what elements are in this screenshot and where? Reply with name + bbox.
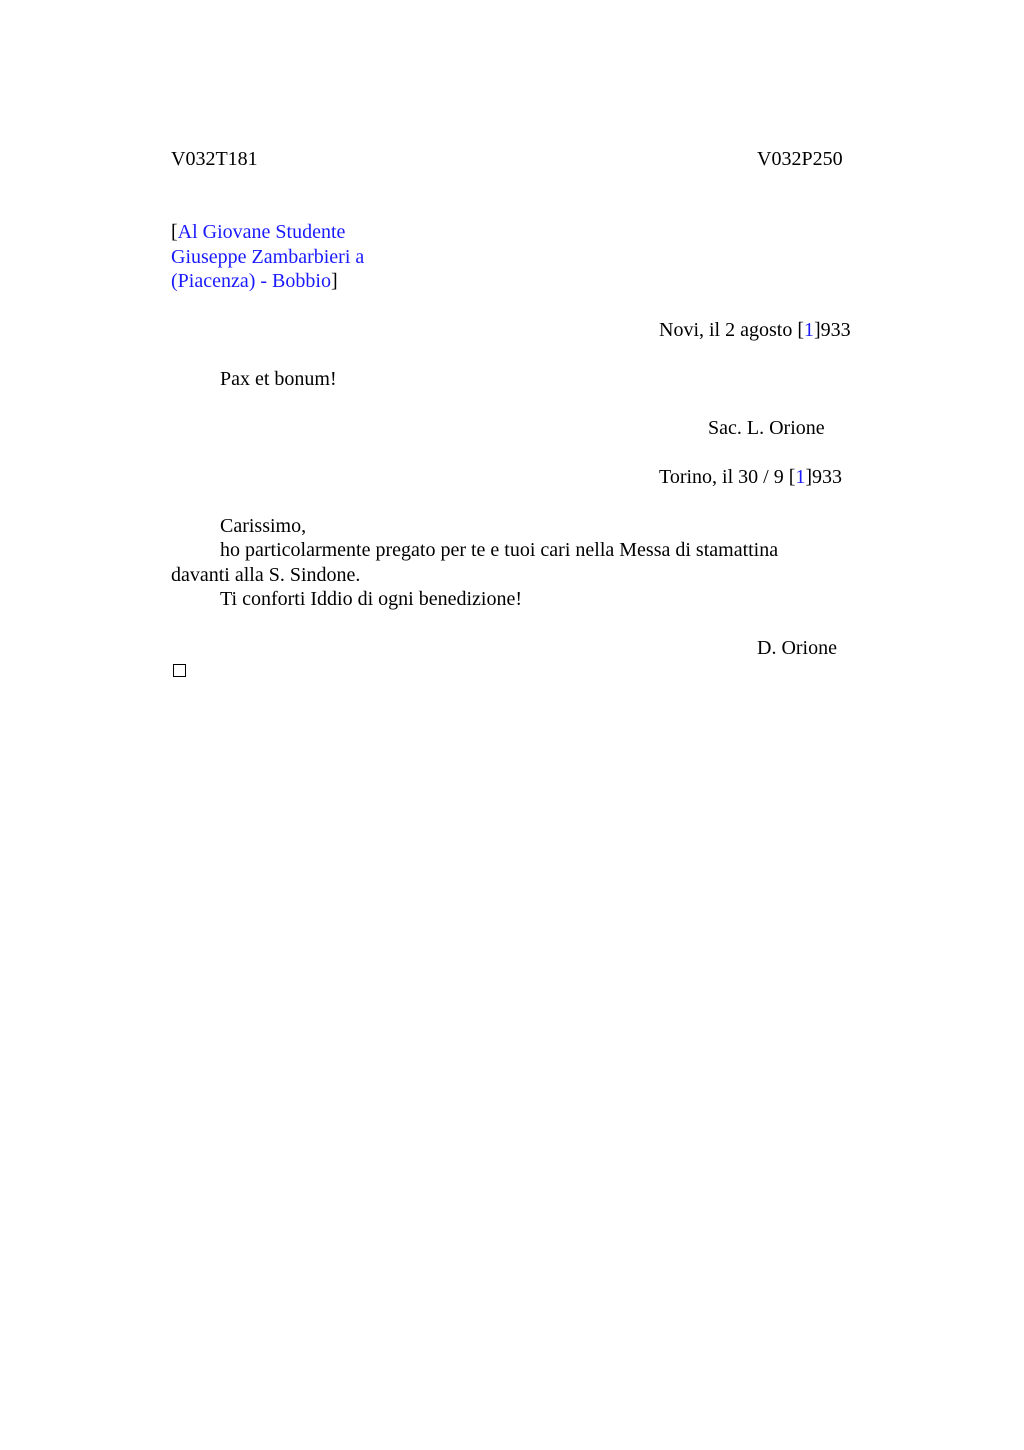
letter1-date-note-link[interactable]: 1 bbox=[804, 319, 814, 341]
letter1-greeting: Pax et bonum! bbox=[220, 368, 337, 390]
letter2-body-line-2: davanti alla S. Sindone. bbox=[171, 564, 361, 586]
letter2-signature: D. Orione bbox=[757, 637, 837, 659]
letter2-date-note-link[interactable]: 1 bbox=[795, 466, 806, 488]
left-reference-code: V032T181 bbox=[171, 148, 258, 170]
address-line-1: [Al Giovane Studente bbox=[171, 221, 346, 243]
right-reference-code: V032P250 bbox=[757, 148, 843, 170]
address-link-line-3[interactable]: (Piacenza) - Bobbio bbox=[171, 270, 331, 292]
address-link-line-1[interactable]: Al Giovane Studente bbox=[177, 221, 346, 243]
letter2-body-line-3: Ti conforti Iddio di ogni benedizione! bbox=[220, 588, 522, 610]
letter2-body-line-1: ho particolarmente pregato per te e tuoi cari nella Messa di stamattina bbox=[220, 539, 779, 561]
letter1-date: Novi, il 2 agosto [1]933 bbox=[659, 319, 851, 341]
recipient-address bbox=[171, 220, 364, 294]
end-marker-box-icon bbox=[173, 664, 186, 677]
address-link-line-2[interactable]: Giuseppe Zambarbieri a bbox=[171, 245, 365, 268]
letter2-date: Torino, il 30 / 9 [1]933 bbox=[659, 466, 843, 488]
address-line-3: (Piacenza) - Bobbio] bbox=[171, 270, 338, 292]
letter2-salutation: Carissimo, bbox=[220, 515, 307, 537]
letter1-signature: Sac. L. Orione bbox=[708, 417, 825, 439]
